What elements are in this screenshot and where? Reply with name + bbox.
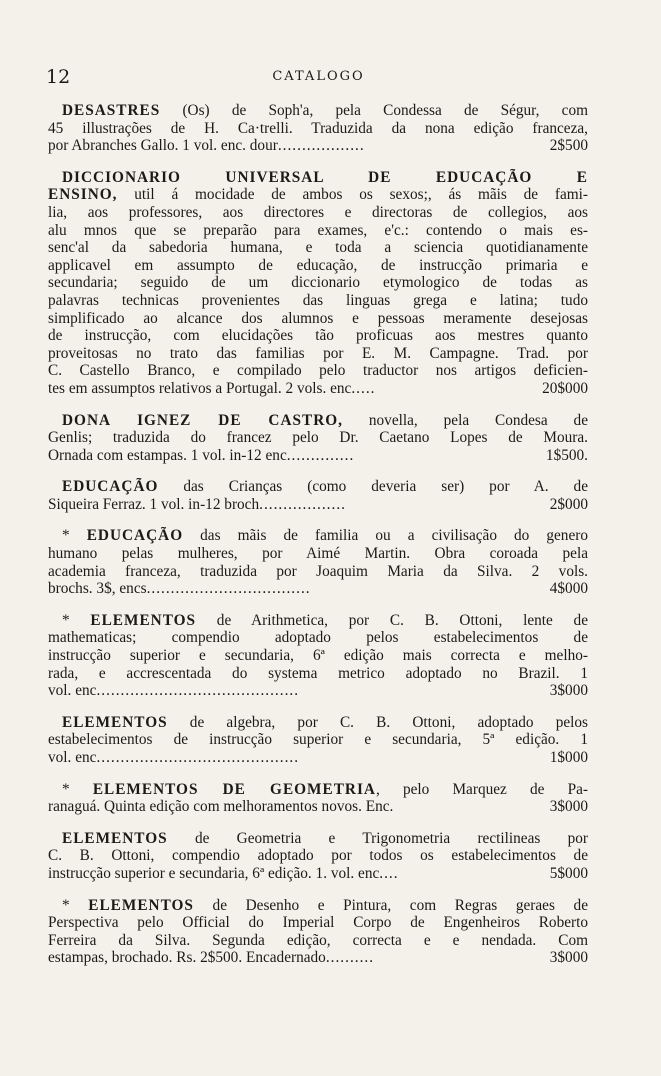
entry-line	[48, 362, 588, 380]
entry-text: applicavel em assumpto de educação, de instrucção primaria e	[48, 256, 588, 274]
entry-line	[48, 102, 588, 120]
entry-line	[48, 412, 588, 430]
dot-leader: ..................................	[146, 580, 311, 598]
page-number: 12	[46, 66, 71, 88]
entry-marker: *	[62, 611, 91, 629]
dot-leader: ..................	[277, 137, 365, 155]
catalog-entry	[48, 830, 588, 883]
entry-line	[48, 714, 588, 732]
entry-title: EDUCAÇÃO	[62, 478, 159, 496]
entry-text: Genlis; traduzida do francez pelo Dr. Caetano Lopes de Moura.	[48, 429, 588, 447]
entry-line	[48, 204, 588, 222]
entry-line	[48, 612, 588, 630]
entry-text: estampas, brochado. Rs. 2$500. Encadernado	[48, 949, 326, 967]
entry-line	[48, 847, 588, 865]
dot-leader: ....	[379, 864, 399, 882]
entry-title: DONA IGNEZ DE CASTRO,	[62, 411, 343, 429]
entry-text: C. B. Ottoni, compendio adoptado por todos os estabelecimentos de	[48, 847, 588, 865]
dot-leader: .....	[351, 379, 376, 397]
entry-text: de Arithmetica, por C. B. Ottoni, lente de	[196, 611, 588, 629]
dot-leader: ..................	[259, 495, 346, 513]
entry-price: 1$500.	[545, 446, 588, 464]
entry-line	[48, 239, 588, 257]
entry-line	[48, 545, 588, 563]
entry-line	[48, 345, 588, 363]
entry-price: 3$000	[549, 798, 588, 816]
entry-text: das mãis de familia ou a civilisação do genero	[183, 527, 588, 545]
entry-line	[48, 327, 588, 345]
entry-text: ranaguá. Quinta edição com melhoramentos novos. Enc.	[48, 798, 394, 816]
entry-text: humano pelas mulheres, por Aimé Martin. Obra coroada pela	[48, 545, 588, 563]
entry-line	[48, 257, 588, 275]
entry-text: de Geometria e Trigonometria rectilineas por	[167, 829, 588, 847]
entry-title: ELEMENTOS	[90, 611, 197, 629]
catalog-entry	[48, 897, 588, 967]
entry-line	[48, 120, 588, 138]
dot-leader: ..........................................	[96, 749, 300, 766]
entry-line	[48, 798, 588, 816]
dot-leader: ..........................................	[96, 682, 300, 700]
page-title: CATALOGO	[272, 69, 365, 84]
entry-text: rada, e accrescentada do systema metrico adoptado no Brazil. 1	[48, 664, 588, 682]
entry-text: novella, pela Condesa de	[343, 411, 588, 429]
entry-line	[48, 749, 588, 767]
entry-line	[48, 629, 588, 647]
entry-text: C. Castello Branco, e compilado pelo traductor nos artigos deficien-	[48, 362, 588, 380]
entry-line	[48, 647, 588, 665]
entry-text: instrucção superior e secundaria, 6ª edição mais correcta e melho-	[48, 647, 588, 665]
entry-title: ELEMENTOS	[62, 713, 168, 731]
catalog-entry	[48, 714, 588, 767]
catalog-entry	[48, 102, 588, 155]
entry-title: ENSINO,	[48, 186, 118, 204]
entry-price: 2$500	[549, 137, 588, 155]
entry-line	[48, 222, 588, 240]
entry-text: palavras technicas provenientes das linguas grega e latina; tudo	[48, 291, 588, 309]
catalog-entry	[48, 169, 588, 398]
entry-line	[48, 865, 588, 883]
entry-line	[48, 665, 588, 683]
entry-line	[48, 914, 588, 932]
entry-line	[48, 496, 588, 514]
entry-price: 20$000	[542, 379, 588, 397]
entry-line	[48, 563, 588, 581]
entry-price: 1$000	[549, 749, 588, 766]
entry-text: por Abranches Gallo. 1 vol. enc. dour	[48, 137, 278, 155]
entry-text: vol. enc	[48, 749, 97, 766]
entry-line	[48, 292, 588, 310]
entry-line	[48, 380, 588, 398]
entry-line	[48, 186, 588, 204]
entry-text: mathematicas; compendio adoptado pelos estabelecimentos de	[48, 629, 588, 647]
entry-text: Perspectiva pelo Official do Imperial Corpo de Engenheiros Roberto	[48, 914, 588, 932]
entry-line	[48, 932, 588, 950]
entry-text: lia, aos professores, aos directores e directoras de collegios, aos	[48, 203, 588, 221]
entry-line	[48, 447, 588, 465]
entry-text: tes em assumptos relativos a Portugal. 2 vols. enc	[48, 379, 352, 397]
dot-leader: ..............	[286, 446, 355, 464]
entry-text: Siqueira Ferraz. 1 vol. in-12 broch	[48, 495, 260, 513]
entry-text: proveitosas no trato das familias por E. M. Campagne. Trad. por	[48, 344, 588, 362]
entry-line	[48, 781, 588, 799]
entry-line	[48, 169, 588, 187]
entry-text: secundaria; seguido de um diccionario etymologico de todas as	[48, 274, 588, 292]
entry-line	[48, 429, 588, 447]
entry-text: vol. enc	[48, 682, 97, 700]
entry-line	[48, 897, 588, 915]
entry-text: Ornada com estampas. 1 vol. in-12 enc	[48, 446, 287, 464]
entry-price: 3$000	[549, 682, 588, 700]
dot-leader: ..........	[325, 949, 375, 967]
entry-text: de algebra, por C. B. Ottoni, adoptado pelos	[167, 713, 588, 731]
entry-title: DESASTRES	[62, 102, 161, 119]
entry-text: Ferreira da Silva. Segunda edição, correcta e e nendada. Com	[48, 931, 588, 949]
entry-title: EDUCAÇÃO	[86, 527, 184, 545]
entry-title: ELEMENTOS	[88, 896, 194, 914]
entry-text: senc'al da sabedoria humana, e toda a sciencia quotidianamente	[48, 239, 588, 257]
entry-line	[48, 580, 588, 598]
entry-text: 45 illustrações de H. Ca·trelli. Traduzida da nona edição franceza,	[48, 119, 588, 137]
entry-text: alu mnos que se preparão para exames, e'c.: contendo o mais es-	[48, 221, 588, 239]
entry-text: das Crianças (como deveria ser) por A. de	[158, 478, 588, 496]
entry-marker: *	[62, 896, 89, 914]
catalog-entry	[48, 612, 588, 700]
entry-text: brochs. 3$, encs	[48, 580, 147, 598]
entry-price: 2$000	[549, 495, 588, 513]
entry-line	[48, 478, 588, 496]
entry-text: de instrucção, com elucidações tão proficuas aos mestres quanto	[48, 327, 588, 345]
entry-line	[48, 137, 588, 155]
entry-line	[48, 682, 588, 700]
entry-price: 5$000	[549, 864, 588, 882]
entry-text: estabelecimentos de instrucção superior e secundaria, 5ª edição. 1	[48, 731, 588, 749]
entry-price: 4$000	[549, 580, 588, 598]
entry-text: de Desenho e Pintura, com Regras geraes de	[193, 896, 588, 914]
entry-text: simplificado ao alcance dos alumnos e pessoas meramente desejosas	[48, 309, 588, 327]
catalog-entries	[48, 102, 588, 981]
entry-text: instrucção superior e secundaria, 6ª edição. 1. vol. enc	[48, 864, 380, 882]
page-header	[46, 66, 591, 88]
entry-line	[48, 310, 588, 328]
entry-text: util á mocidade de ambos os sexos;, ás mãis de fami-	[117, 186, 588, 204]
entry-line	[48, 527, 588, 545]
entry-marker: *	[62, 527, 87, 545]
entry-line	[48, 274, 588, 292]
catalog-entry	[48, 412, 588, 465]
entry-line	[48, 830, 588, 848]
entry-text: academia franceza, traduzida por Joaquim Maria da Silva. 2 vols.	[48, 562, 588, 580]
catalog-entry	[48, 527, 588, 597]
catalog-entry	[48, 478, 588, 513]
entry-text: (Os) de Soph'a, pela Condessa de Ségur, com	[160, 102, 588, 119]
entry-price: 3$000	[549, 949, 588, 967]
catalog-entry	[48, 781, 588, 816]
entry-text: , pelo Marquez de Pa-	[375, 780, 588, 798]
entry-title: ELEMENTOS	[62, 829, 168, 847]
entry-title: DICCIONARIO UNIVERSAL DE EDUCAÇÃO E	[62, 168, 588, 186]
entry-title: ELEMENTOS DE GEOMETRIA	[92, 780, 376, 798]
entry-line	[48, 731, 588, 749]
entry-marker: *	[62, 780, 93, 798]
entry-line	[48, 949, 588, 967]
